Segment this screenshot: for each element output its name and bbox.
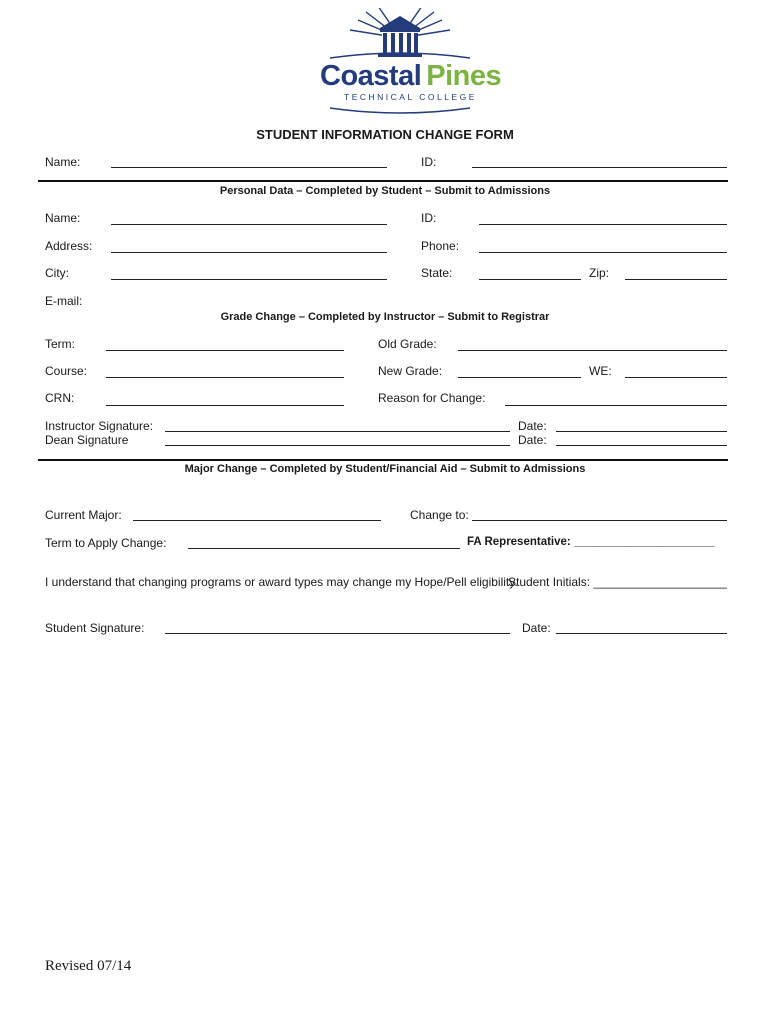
term-label: Term: [45,337,75,351]
reason-label: Reason for Change: [378,391,486,405]
section-divider-1 [38,180,728,182]
section-divider-2 [38,459,728,461]
phone-label: Phone: [421,239,460,253]
personal-id-label: ID: [421,211,437,225]
personal-name-label: Name: [45,211,81,225]
dean-sig-field[interactable] [165,445,510,446]
college-name-part1: Coastal [320,60,422,92]
zip-field[interactable] [625,279,727,280]
state-label: State: [421,266,453,280]
understand-text: I understand that changing programs or award types may change my Hope/Pell eligibility. [45,575,518,589]
reason-field[interactable] [505,405,727,406]
student-sig-label: Student Signature: [45,621,145,635]
we-label: WE: [589,364,612,378]
student-date-label: Date: [522,621,551,635]
form-title: STUDENT INFORMATION CHANGE FORM [256,127,514,142]
address-field[interactable] [111,252,387,253]
old-grade-field[interactable] [458,350,727,351]
term-field[interactable] [106,350,344,351]
we-field[interactable] [625,377,727,378]
address-label: Address: [45,239,93,253]
major-heading: Major Change – Completed by Student/Financial Aid – Submit to Admissions [184,463,586,475]
personal-heading: Personal Data – Completed by Student – Submit to Admissions [219,185,551,197]
crn-field[interactable] [106,405,344,406]
header-id-label: ID: [421,155,437,169]
course-field[interactable] [106,377,344,378]
fa-rep-label[interactable]: FA Representative: ______________________ [467,536,715,548]
city-field[interactable] [111,279,387,280]
student-date-field[interactable] [556,633,727,634]
student-sig-field[interactable] [165,633,510,634]
current-major-label: Current Major: [45,508,122,522]
college-name-part2: Pines [426,60,502,92]
revised-note: Revised 07/14 [45,958,132,974]
new-grade-label: New Grade: [378,364,443,378]
header-name-field[interactable] [111,167,387,168]
current-major-field[interactable] [133,520,381,521]
grade-heading: Grade Change – Completed by Instructor – Submit to Registrar [220,311,550,323]
dean-date-label: Date: [518,433,547,447]
new-grade-field[interactable] [458,377,581,378]
header-name-label: Name: [45,155,81,169]
email-label: E-mail: [45,294,83,308]
initials-label[interactable]: Student Initials: ____________________ [508,575,727,589]
instructor-sig-label: Instructor Signature: [45,419,154,433]
instructor-date-label: Date: [518,419,547,433]
instructor-sig-field[interactable] [165,431,510,432]
college-subtitle: TECHNICAL COLLEGE [344,92,477,102]
personal-name-field[interactable] [111,224,387,225]
logo-swoosh [300,106,500,116]
course-label: Course: [45,364,88,378]
instructor-date-field[interactable] [556,431,727,432]
building-icon [300,8,500,68]
dean-sig-label: Dean Signature [45,433,129,447]
college-name [320,60,501,93]
city-label: City: [45,266,69,280]
crn-label: CRN: [45,391,75,405]
change-to-label: Change to: [410,508,469,522]
dean-date-field[interactable] [556,445,727,446]
personal-id-field[interactable] [479,224,727,225]
zip-label: Zip: [589,266,610,280]
college-logo [300,8,500,116]
term-apply-label: Term to Apply Change: [45,536,167,550]
header-id-field[interactable] [472,167,727,168]
phone-field[interactable] [479,252,727,253]
term-apply-field[interactable] [188,548,460,549]
state-field[interactable] [479,279,581,280]
old-grade-label: Old Grade: [378,337,437,351]
change-to-field[interactable] [472,520,727,521]
